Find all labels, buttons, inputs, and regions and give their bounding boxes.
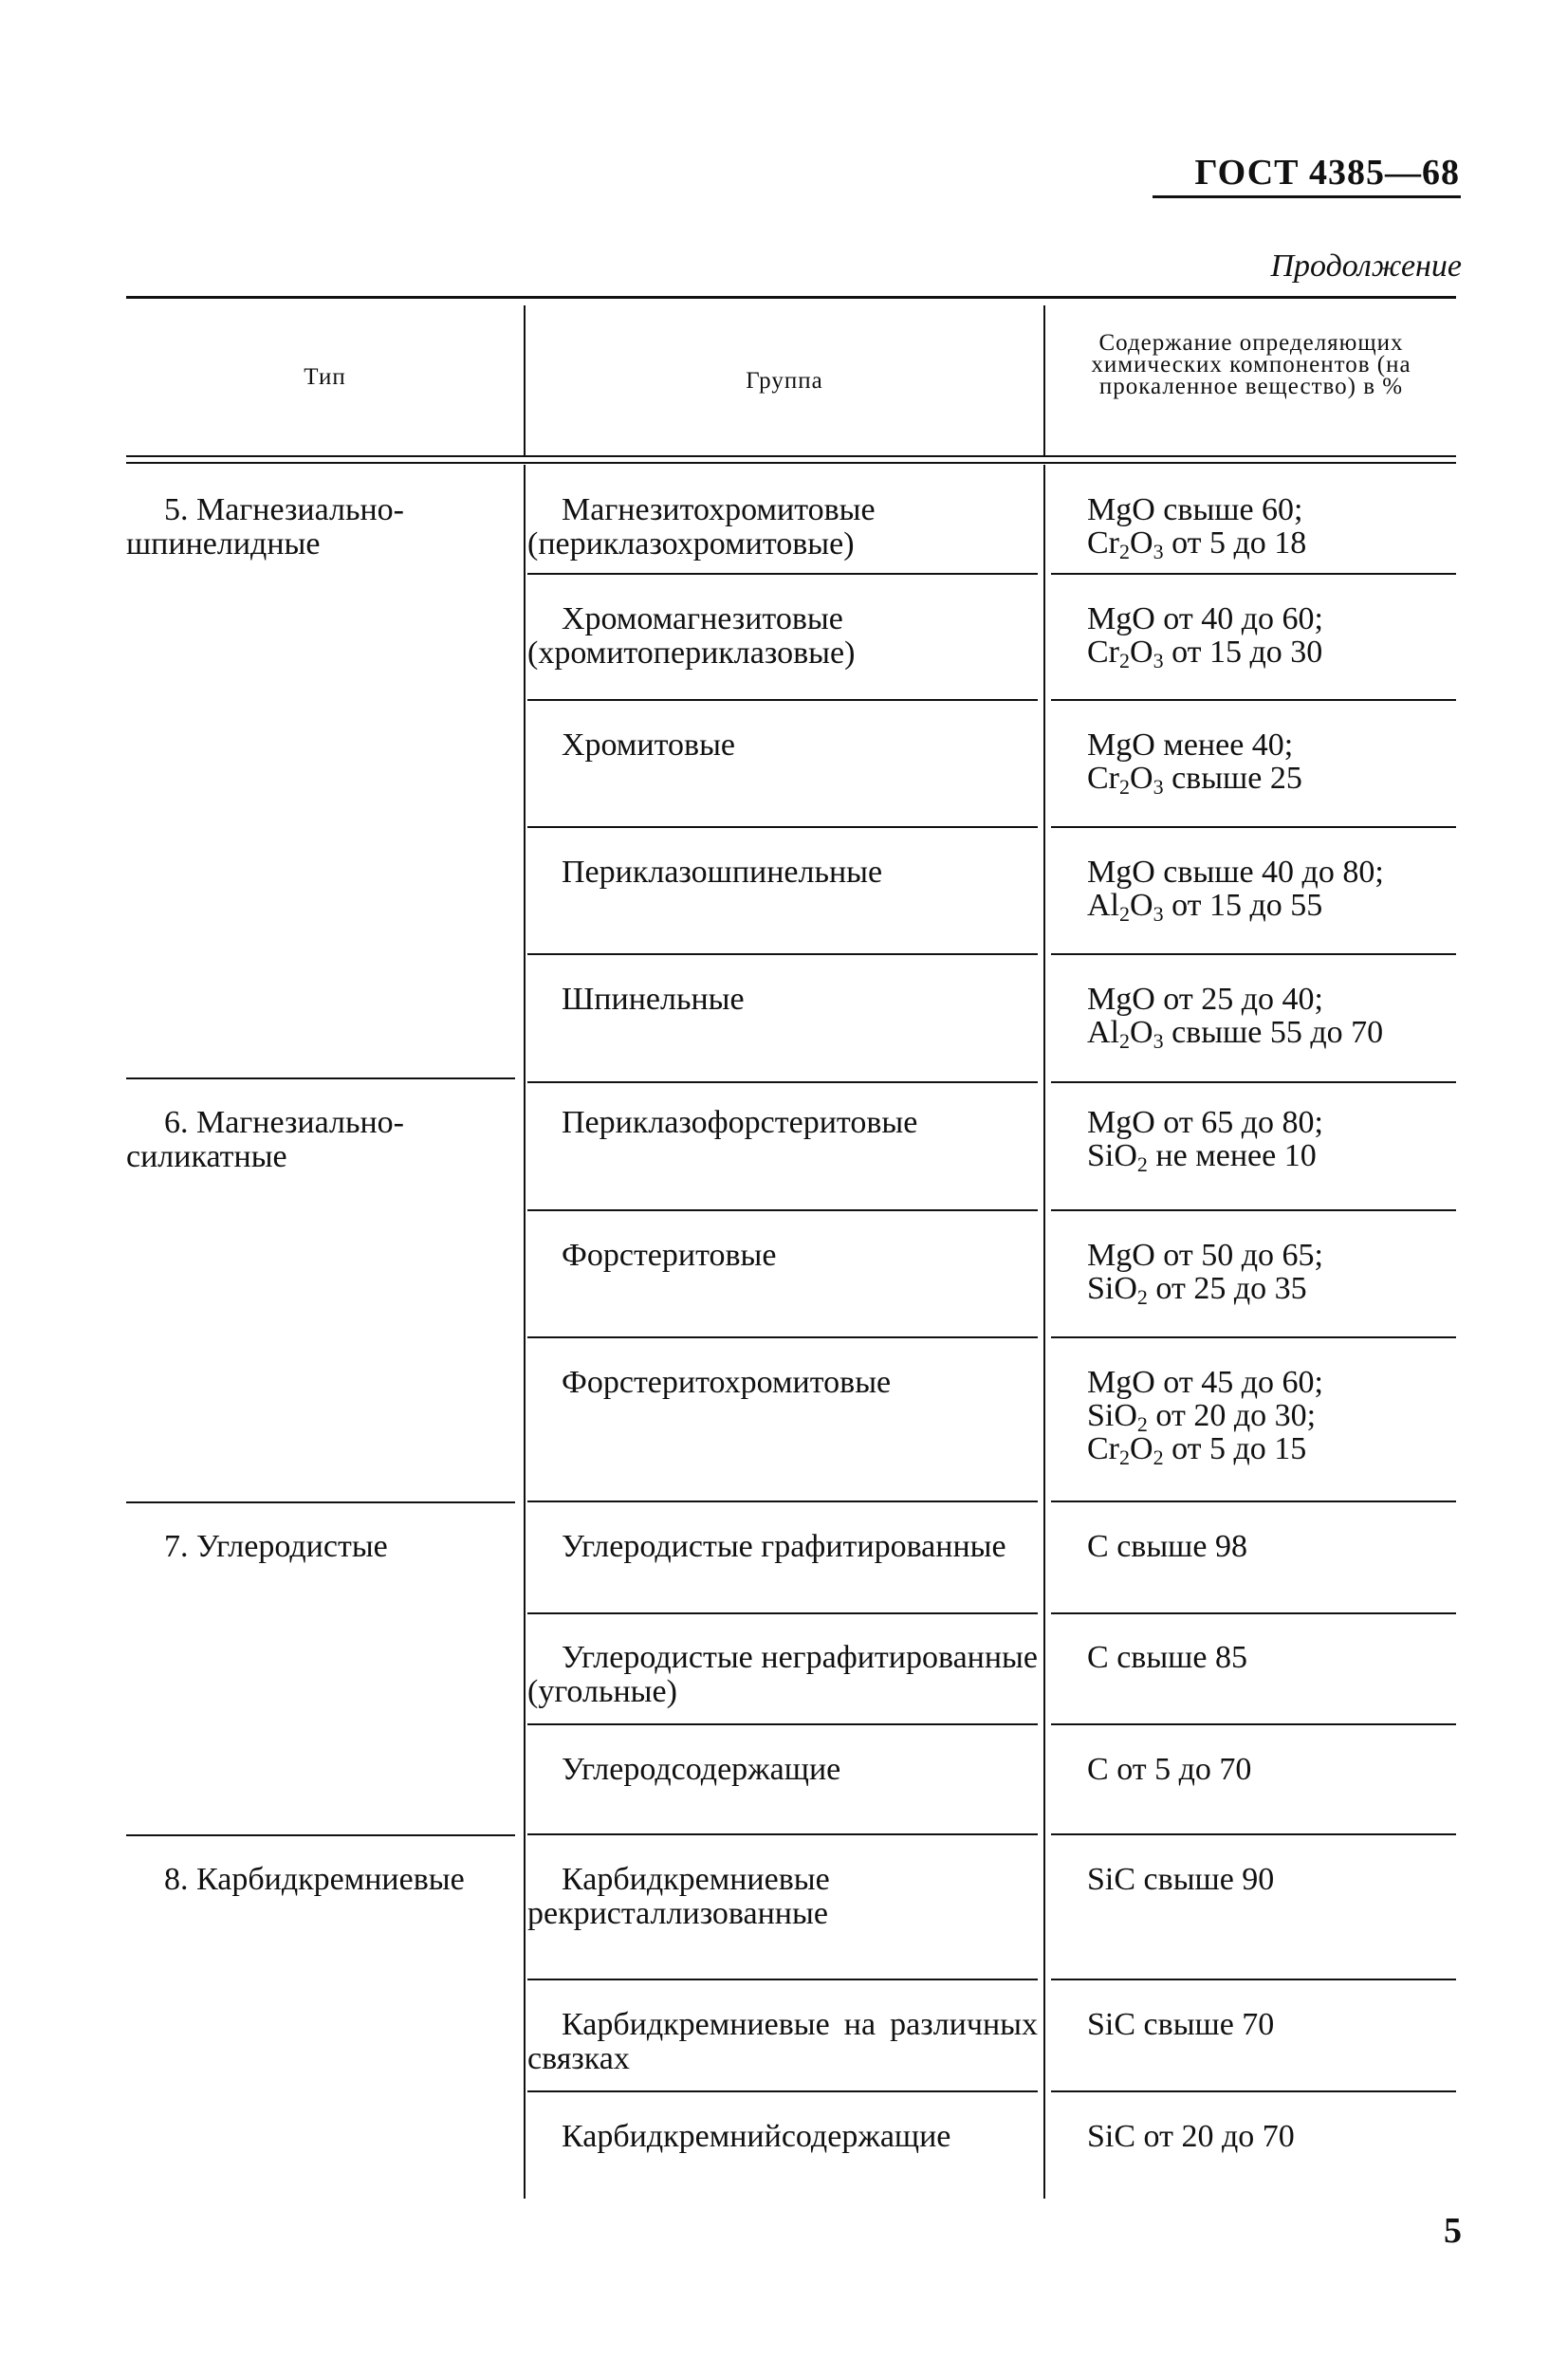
component-line: SiO$_2$ от 20 до 30; (1087, 1398, 1317, 1436)
row-divider (1051, 573, 1456, 575)
page-number: 5 (1444, 2211, 1462, 2251)
chemical-formula: MgO (1087, 982, 1155, 1017)
group-name: Хромомагнезитовые (хромитопериклазовые) (527, 601, 856, 671)
section-divider (126, 1501, 515, 1503)
chemical-formula: $Al_2O_3$ (1087, 888, 1164, 926)
chemical-formula: SiC (1087, 1862, 1136, 1897)
component-line: C свыше 98 (1087, 1529, 1247, 1564)
component-content (1051, 982, 1485, 1053)
component-line: MgO от 25 до 40; (1087, 982, 1323, 1017)
row-divider (527, 1612, 1038, 1614)
row-divider (527, 2090, 1038, 2092)
formula-subscript: 2 (1119, 902, 1130, 926)
chemical-formula: C (1087, 1752, 1109, 1787)
component-line: MgO свыше 40 до 80; (1087, 855, 1384, 890)
formula-subscript: 3 (1153, 540, 1164, 563)
component-content (1051, 1105, 1485, 1176)
row-divider (527, 699, 1038, 701)
chemical-formula: SiO$_2$ (1087, 1138, 1148, 1176)
row-divider (527, 1833, 1038, 1835)
row-divider (527, 953, 1038, 955)
chemical-formula: MgO (1087, 1105, 1155, 1140)
component-line: SiC свыше 90 (1087, 1862, 1275, 1897)
formula-subscript: 3 (1153, 649, 1164, 672)
row-divider (527, 1081, 1038, 1083)
formula-subscript: 2 (1119, 775, 1130, 799)
component-line: $Al_2O_3$ свыше 55 до 70 (1087, 1015, 1384, 1053)
component-line: C от 5 до 70 (1087, 1752, 1252, 1787)
component-line: SiC свыше 70 (1087, 2007, 1275, 2042)
chemical-formula: MgO (1087, 1365, 1155, 1400)
component-content (1051, 1863, 1485, 1896)
group-name: Магнезитохромитовые (периклазохромитовые) (527, 492, 876, 562)
formula-subscript: 2 (1153, 1445, 1164, 1469)
document-code-underline (1153, 195, 1461, 198)
component-content (1051, 2120, 1485, 2153)
group-name: Хромитовые (562, 727, 736, 763)
row-divider (527, 826, 1038, 828)
section-type: 6. Магнезиально-силикатные (126, 1105, 404, 1174)
chemical-formula: C (1087, 1640, 1109, 1675)
group-name: Периклазофорстеритовые (562, 1105, 918, 1140)
row-divider (527, 573, 1038, 575)
component-content (1051, 1753, 1485, 1786)
row-divider (1051, 1081, 1456, 1083)
component-content (1051, 2008, 1485, 2041)
row-divider (1051, 699, 1456, 701)
formula-subscript: 2 (1119, 540, 1130, 563)
chemical-formula: C (1087, 1529, 1109, 1564)
formula-subscript: 3 (1153, 902, 1164, 926)
column-divider (524, 1077, 526, 1501)
component-content (1051, 855, 1485, 926)
component-line: MgO от 65 до 80; (1087, 1105, 1323, 1140)
continuation-label: Продолжение (1270, 249, 1462, 284)
component-line: $Al_2O_3$ от 15 до 55 (1087, 888, 1323, 926)
row-divider (527, 1979, 1038, 1980)
component-line: $Cr_2O_3$ от 5 до 18 (1087, 525, 1307, 563)
document-code: ГОСТ 4385—68 (1194, 153, 1460, 193)
component-line: MgO от 50 до 65; (1087, 1238, 1323, 1273)
row-divider (527, 1209, 1038, 1211)
component-content (1051, 1238, 1485, 1309)
section-divider (126, 1077, 515, 1079)
formula-subscript: 2 (1119, 1029, 1130, 1053)
chemical-formula: $Cr_2O_2$ (1087, 1431, 1164, 1469)
row-divider (1051, 2090, 1456, 2092)
row-divider (1051, 1500, 1456, 1502)
formula-subscript: 3 (1153, 1029, 1164, 1053)
group-name: Форстеритовые (562, 1238, 777, 1273)
column-divider (1043, 1077, 1045, 1501)
component-line: MgO от 40 до 60; (1087, 601, 1323, 636)
row-divider (1051, 826, 1456, 828)
column-header-type: Тип (304, 364, 346, 390)
row-divider (1051, 1612, 1456, 1614)
component-line: $Cr_2O_3$ от 15 до 30 (1087, 635, 1323, 672)
component-line: SiO$_2$ не менее 10 (1087, 1138, 1317, 1176)
group-name: Периклазошпинельные (562, 855, 883, 890)
section-divider (126, 1834, 515, 1836)
component-line: MgO свыше 60; (1087, 492, 1303, 527)
section-type: 7. Углеродистые (164, 1529, 388, 1564)
row-divider (1051, 1833, 1456, 1835)
formula-subscript: 2 (1136, 1285, 1148, 1309)
chemical-formula: MgO (1087, 1238, 1155, 1273)
chemical-formula: $Cr_2O_3$ (1087, 635, 1164, 672)
component-line: MgO менее 40; (1087, 727, 1294, 763)
component-line: SiC от 20 до 70 (1087, 2119, 1295, 2154)
column-divider (1043, 1501, 1045, 1834)
component-content (1051, 727, 1485, 799)
row-divider (1051, 953, 1456, 955)
component-line: $Cr_2O_3$ свыше 25 (1087, 761, 1302, 799)
table-top-rule (126, 296, 1456, 299)
column-divider (1043, 465, 1045, 1077)
header-rule-2 (126, 462, 1456, 464)
column-divider (524, 1501, 526, 1834)
column-header-content: Содержание определяющих химических компонентов (на прокаленное вещество) в % (1091, 330, 1411, 399)
group-name: Форстеритохромитовые (562, 1365, 892, 1400)
component-content (1051, 601, 1485, 672)
formula-subscript: 2 (1136, 1412, 1148, 1436)
header-divider-2 (1043, 305, 1045, 455)
component-content (1051, 1641, 1485, 1674)
chemical-formula: SiC (1087, 2119, 1136, 2154)
formula-subscript: 3 (1153, 775, 1164, 799)
chemical-formula: $Cr_2O_3$ (1087, 525, 1164, 563)
component-content (1051, 492, 1485, 563)
row-divider (1051, 1209, 1456, 1211)
row-divider (527, 1723, 1038, 1725)
row-divider (1051, 1336, 1456, 1338)
row-divider (527, 1500, 1038, 1502)
row-divider (1051, 1979, 1456, 1980)
group-name: Карбидкремниевые на различных связках (527, 2007, 1038, 2076)
chemical-formula: SiO$_2$ (1087, 1271, 1148, 1309)
chemical-formula: $Al_2O_3$ (1087, 1015, 1164, 1053)
component-line: C свыше 85 (1087, 1640, 1247, 1675)
chemical-formula: MgO (1087, 727, 1155, 763)
formula-subscript: 2 (1119, 1445, 1130, 1469)
chemical-formula: SiO$_2$ (1087, 1398, 1148, 1436)
formula-subscript: 2 (1119, 649, 1130, 672)
component-content (1051, 1365, 1485, 1469)
component-line: $Cr_2O_2$ от 5 до 15 (1087, 1431, 1307, 1469)
group-name: Карбидкремниевые рекристаллизованные (527, 1862, 830, 1931)
chemical-formula: MgO (1087, 855, 1155, 890)
column-divider (524, 465, 526, 1077)
group-name: Углеродсодержащие (562, 1752, 841, 1787)
section-type: 8. Карбидкремниевые (164, 1862, 465, 1897)
group-name: Карбидкремнийсодержащие (562, 2119, 951, 2154)
chemical-formula: MgO (1087, 492, 1155, 527)
row-divider (1051, 1723, 1456, 1725)
group-name: Углеродистые графитированные (562, 1529, 1006, 1564)
group-name: Шпинельные (562, 982, 745, 1017)
component-content (1051, 1530, 1485, 1563)
header-rule-1 (126, 455, 1456, 457)
row-divider (527, 1336, 1038, 1338)
group-name: Углеродистые неграфитированные (угольные) (527, 1640, 1038, 1709)
column-header-group: Группа (746, 368, 823, 394)
chemical-formula: $Cr_2O_3$ (1087, 761, 1164, 799)
chemical-formula: SiC (1087, 2007, 1136, 2042)
formula-subscript: 2 (1136, 1152, 1148, 1176)
section-type: 5. Магнезиально-шпинелидные (126, 492, 404, 562)
component-line: SiO$_2$ от 25 до 35 (1087, 1271, 1307, 1309)
column-divider (1043, 1834, 1045, 2199)
chemical-formula: MgO (1087, 601, 1155, 636)
column-divider (524, 1834, 526, 2199)
component-line: MgO от 45 до 60; (1087, 1365, 1323, 1400)
